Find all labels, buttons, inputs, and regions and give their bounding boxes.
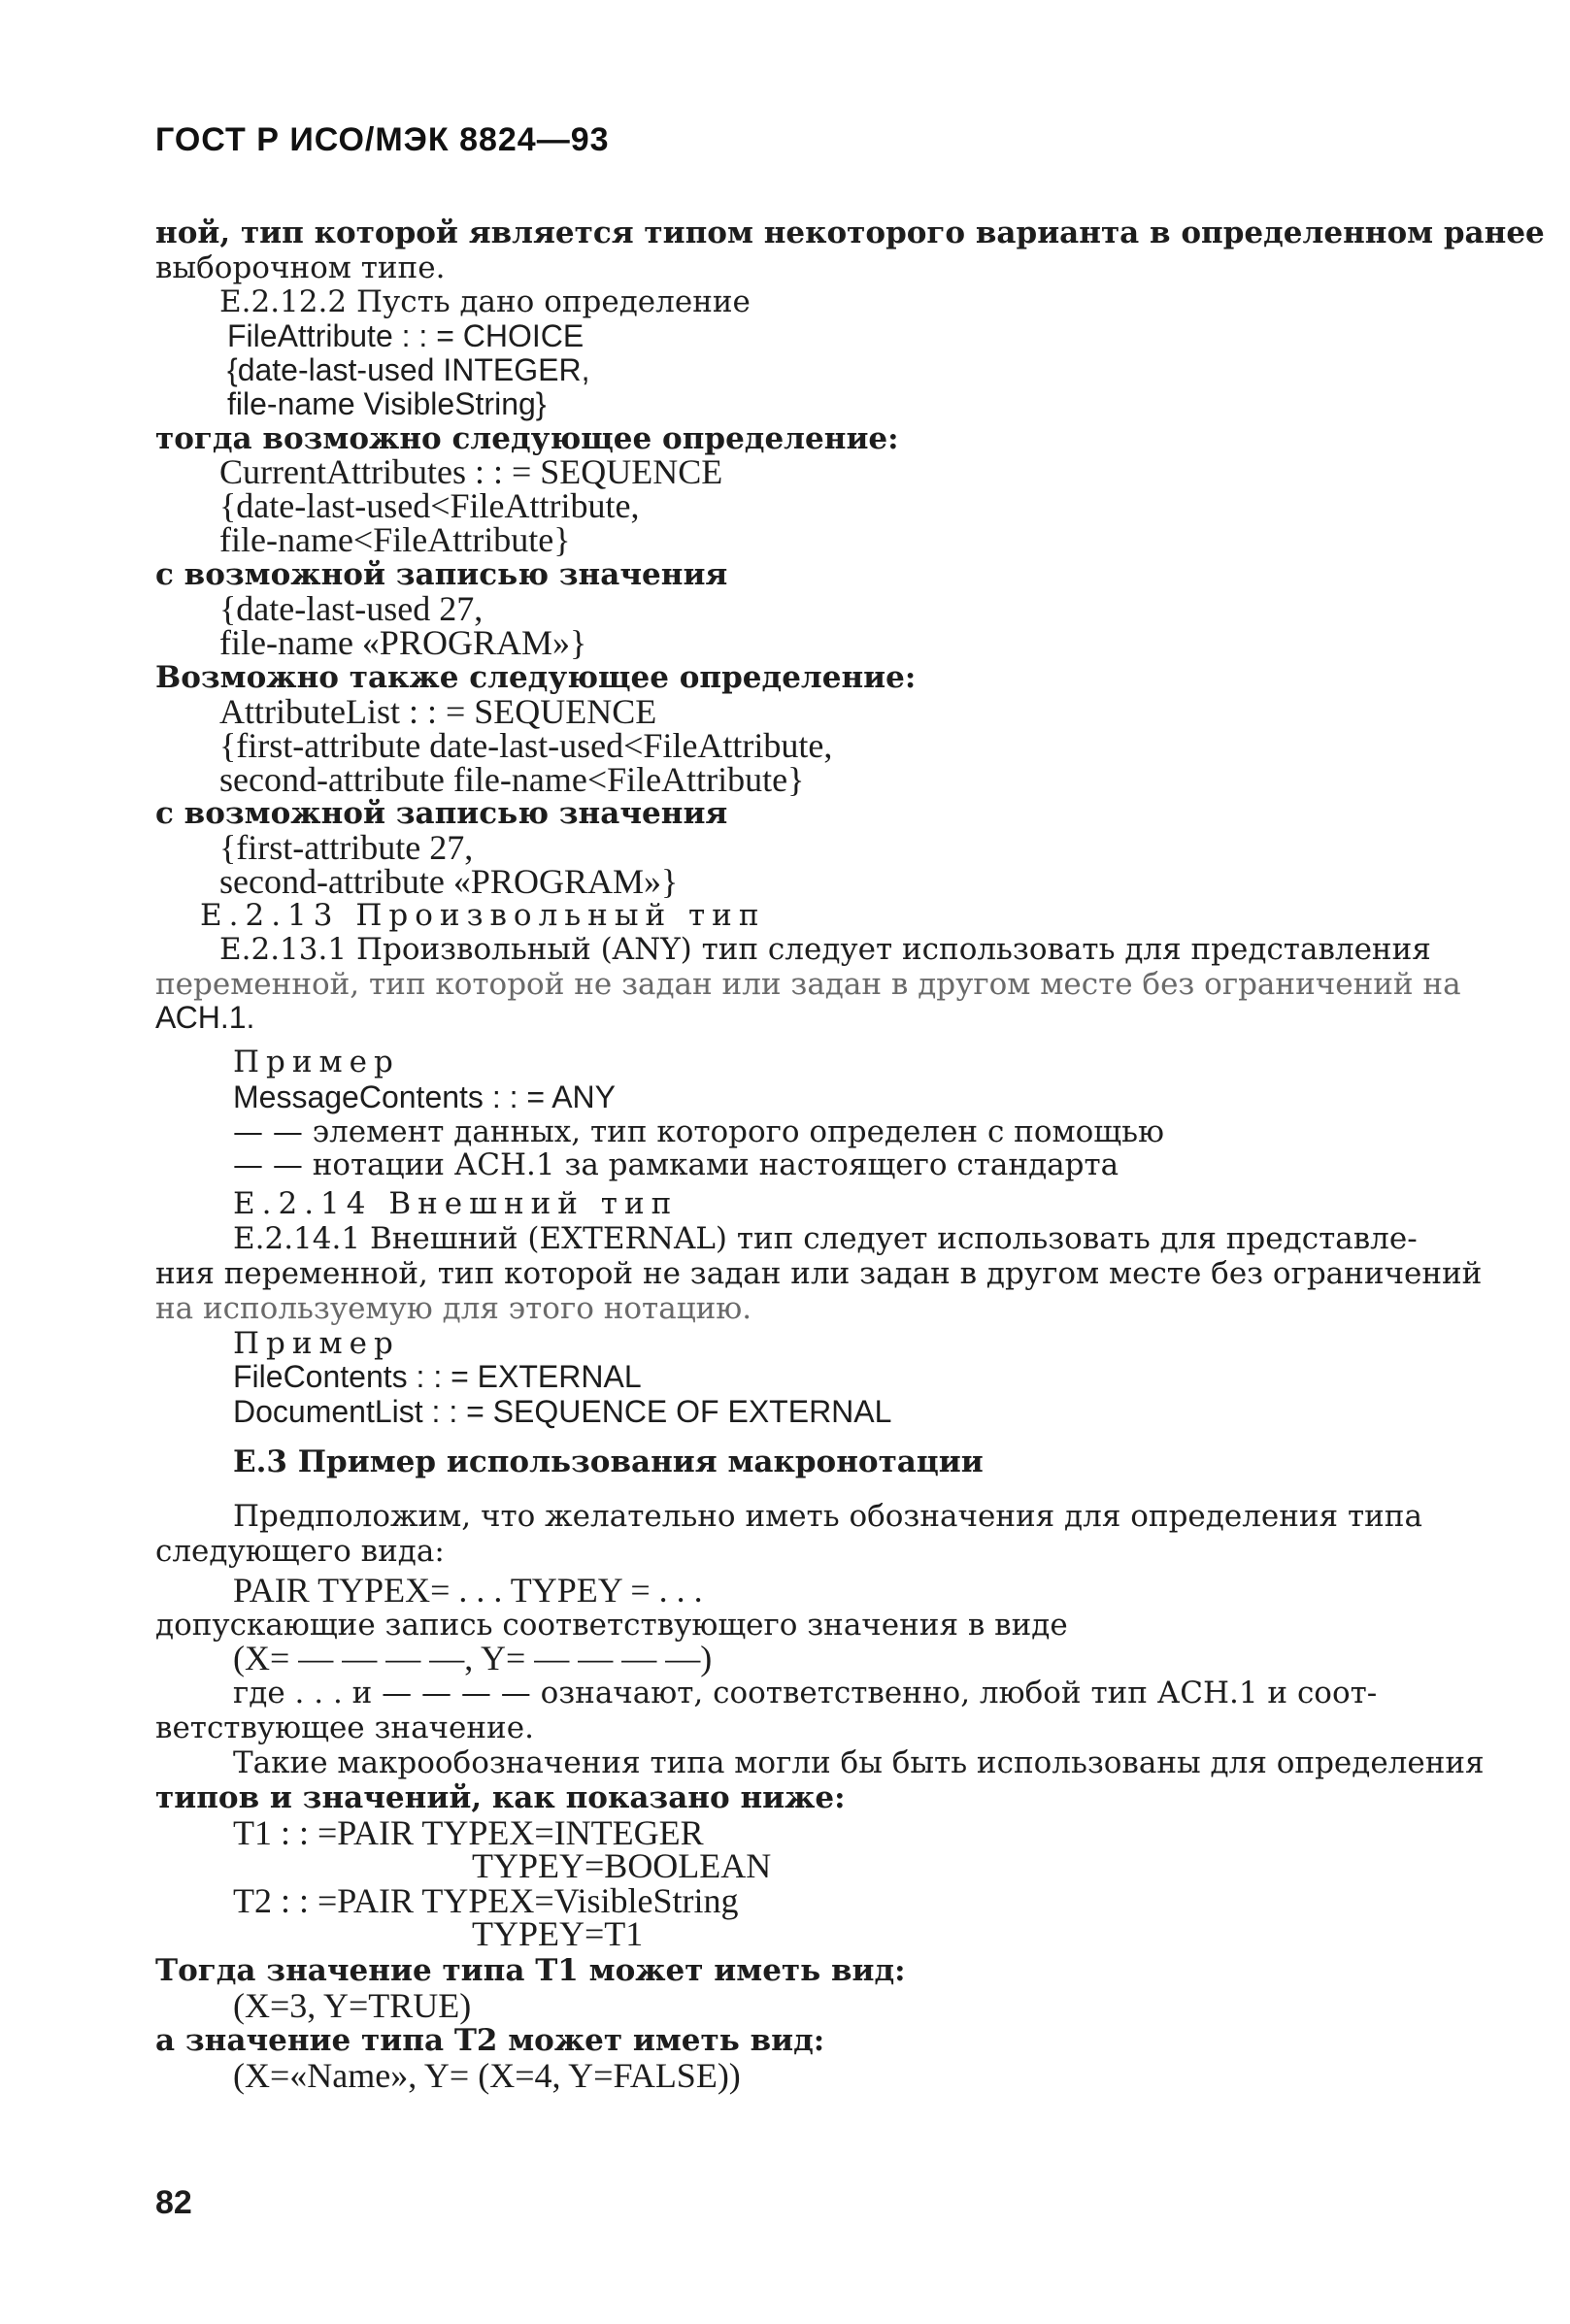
code-line: second-attribute file-name<FileAttribute} <box>219 760 805 799</box>
code-line: T1 : : =PAIR TYPEX=INTEGER <box>233 1813 704 1852</box>
text-line: допускающие запись соответствующего значения в виде <box>155 1608 1068 1643</box>
text-line: E.2.12.2 Пусть дано определение <box>219 284 751 319</box>
code-line: (X=«Name», Y= (X=4, Y=FALSE)) <box>233 2056 741 2095</box>
code-line: FileAttribute : : = CHOICE <box>227 318 585 353</box>
code-line: PAIR TYPEX= . . . TYPEY = . . . <box>233 1571 703 1610</box>
text-line: ния переменной, тип которой не задан или задан в другом месте без ограничений <box>155 1256 1483 1291</box>
text-line: Возможно также следующее определение: <box>155 660 917 695</box>
section-heading: E.2.14 Внешний тип <box>233 1186 679 1221</box>
code-line: DocumentList : : = SEQUENCE OF EXTERNAL <box>233 1394 892 1429</box>
text-line: переменной, тип которой не задан или задан в другом месте без ограничений на <box>155 967 1461 1002</box>
code-line: {date-last-used INTEGER, <box>227 352 590 387</box>
code-line: T2 : : =PAIR TYPEX=VisibleString <box>233 1881 739 1920</box>
code-line: {date-last-used<FileAttribute, <box>219 486 640 525</box>
example-label: Пример <box>233 1326 400 1361</box>
text-line: Предположим, что желательно иметь обозначения для определения типа <box>233 1499 1422 1534</box>
code-line: AttributeList : : = SEQUENCE <box>219 692 657 731</box>
code-line: file-name VisibleString} <box>227 386 547 421</box>
text-line: Тогда значение типа T1 может иметь вид: <box>155 1953 906 1988</box>
code-line: FileContents : : = EXTERNAL <box>233 1359 642 1394</box>
text-line: Такие макрообозначения типа могли бы быть использованы для определения <box>233 1745 1485 1780</box>
code-line: TYPEY=T1 <box>472 1914 644 1953</box>
text-line: ветствующее значение. <box>155 1710 534 1745</box>
text-line: выборочном типе. <box>155 250 446 285</box>
code-line: MessageContents : : = ANY <box>233 1079 616 1114</box>
page-number: 82 <box>155 2184 192 2221</box>
section-heading: E.2.13 Произвольный тип <box>200 898 766 933</box>
code-comment: — — нотации АСН.1 за рамками настоящего стандарта <box>233 1147 1119 1182</box>
code-line: file-name «PROGRAM»} <box>219 623 587 662</box>
code-line: file-name<FileAttribute} <box>219 520 571 559</box>
code-line: {first-attribute date-last-used<FileAttribute, <box>219 726 833 765</box>
text-line: на используемую для этого нотацию. <box>155 1291 752 1326</box>
code-line: (X=3, Y=TRUE) <box>233 1986 472 2025</box>
code-line: second-attribute «PROGRAM»} <box>219 862 679 901</box>
example-label: Пример <box>233 1045 400 1079</box>
text-line: где . . . и — — — — означают, соответственно, любой тип АСН.1 и соот- <box>233 1676 1378 1710</box>
code-line: TYPEY=BOOLEAN <box>472 1846 772 1885</box>
text-line: с возможной записью значения <box>155 557 728 592</box>
text-line: E.2.14.1 Внешний (EXTERNAL) тип следует использовать для представле- <box>233 1221 1418 1256</box>
text-line: следующего вида: <box>155 1534 445 1569</box>
text-line: тогда возможно следующее определение: <box>155 421 899 456</box>
code-line: (X= — — — —, Y= — — — —) <box>233 1639 713 1677</box>
text-line: E.2.13.1 Произвольный (ANY) тип следует использовать для представления <box>219 932 1431 967</box>
code-line: {date-last-used 27, <box>219 589 484 628</box>
text-line: ной, тип которой является типом некоторого варианта в определенном ранее <box>155 216 1545 250</box>
text-line: а значение типа T2 может иметь вид: <box>155 2023 825 2058</box>
section-heading: E.3 Пример использования макронотации <box>233 1444 984 1479</box>
code-line: CurrentAttributes : : = SEQUENCE <box>219 452 723 491</box>
text-line: АСН.1. <box>155 1000 255 1035</box>
code-comment: — — элемент данных, тип которого определен с помощью <box>233 1114 1164 1149</box>
text-line: типов и значений, как показано ниже: <box>155 1780 846 1815</box>
text-line: с возможной записью значения <box>155 796 728 831</box>
code-line: {first-attribute 27, <box>219 828 474 867</box>
page-header: ГОСТ Р ИСО/МЭК 8824—93 <box>155 121 610 158</box>
